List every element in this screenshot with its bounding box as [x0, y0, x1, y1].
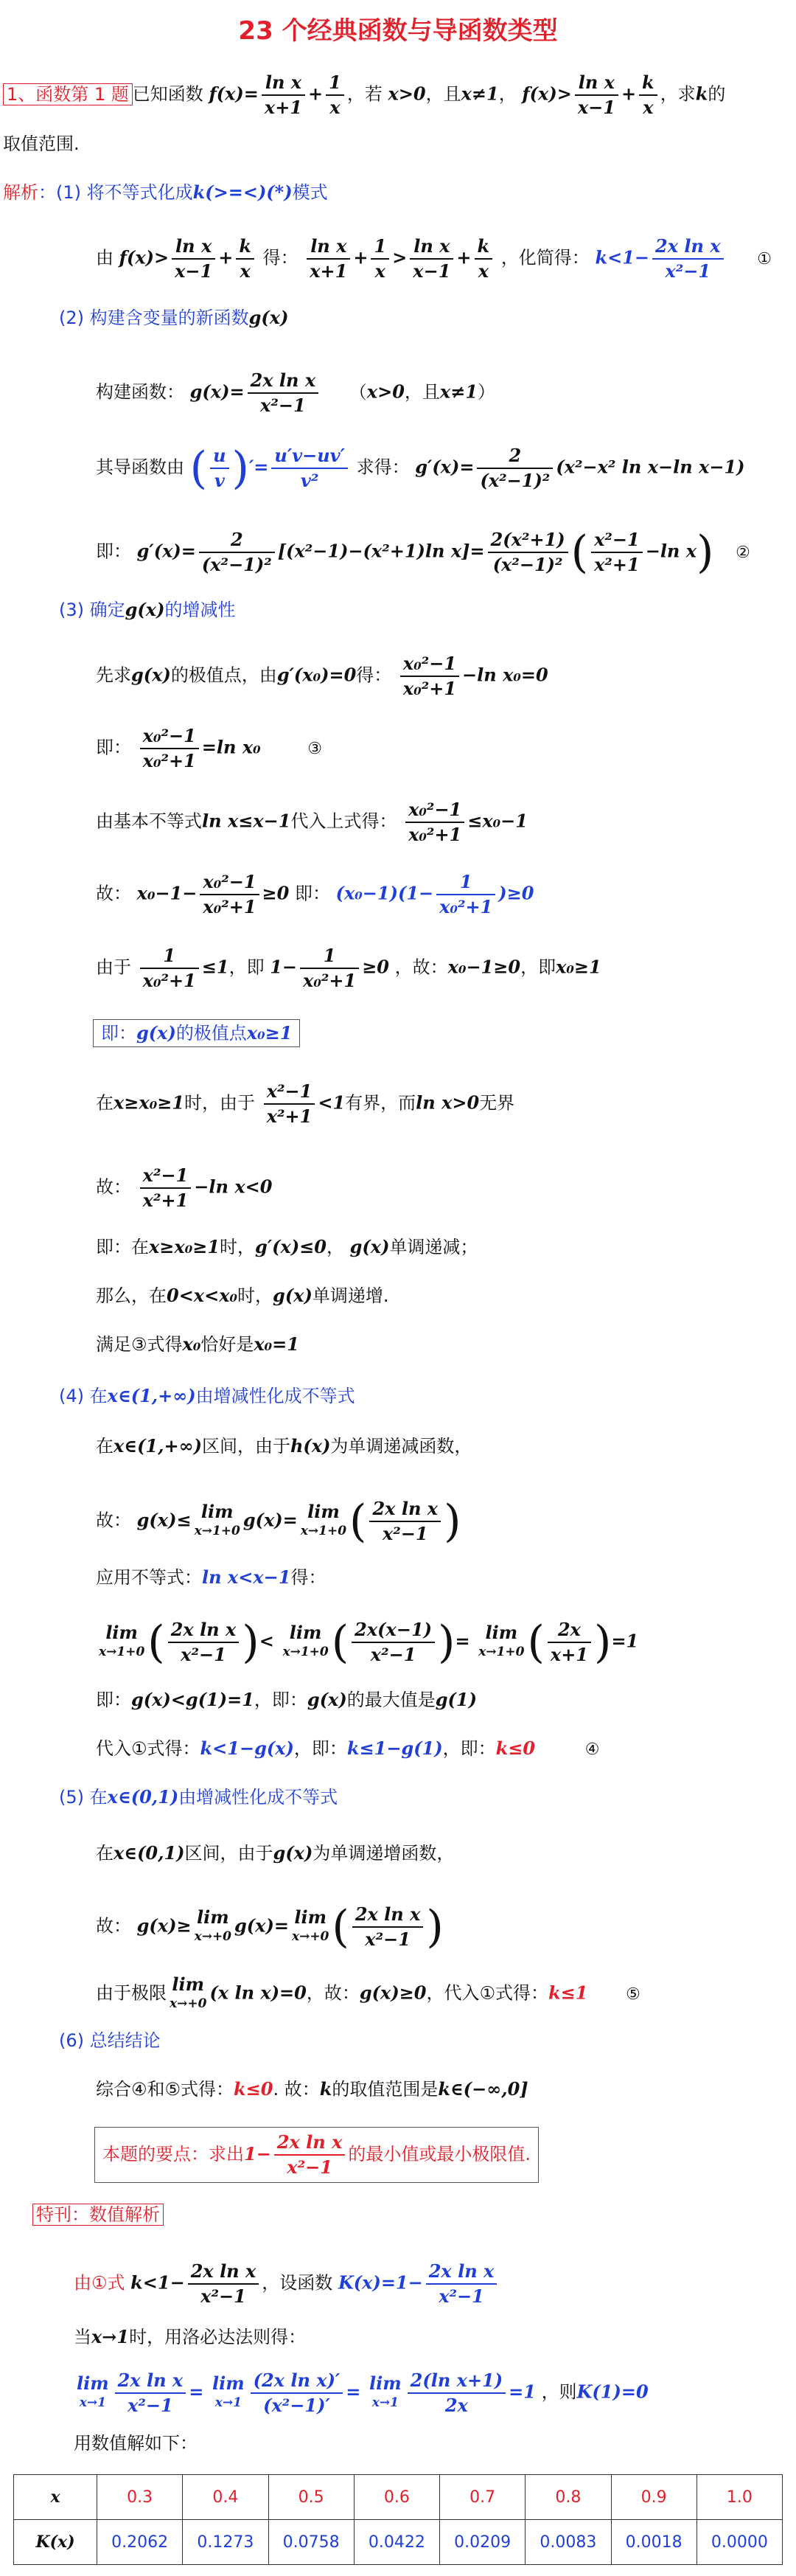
- step-4-heading: (4) 在x∈(1,+∞)由增减性化成不等式: [59, 1385, 355, 1406]
- step-3-decreasing: 即：在x≥x₀≥1时，g′(x)≤0， g(x)单调递减；: [96, 1236, 478, 1257]
- table-row: [14, 2520, 783, 2565]
- table-cell: 0.8: [526, 2475, 611, 2520]
- step-3-therefore: 故： x₀−1− $\frac{\text{x₀²−1}}{\text{x₀²+1}}$ ≥0 即： (x₀−1)(1− $\frac{1}{\text{x₀²+1}}$ )≥0: [96, 871, 534, 917]
- step-2-heading: (2) 构建含变量的新函数g(x): [59, 307, 289, 328]
- step-6-summary: 综合④和⑤式得：k≤0. 故：k的取值范围是k∈(−∞,0]: [96, 2078, 528, 2100]
- table-header-k: K(x): [14, 2520, 97, 2565]
- step-3-since: 由于 $\frac{1}{\text{x₀²+1}}$ ≤1，即 1− $\frac{1}{\text{x₀²+1}}$ ≥0 ，故：x₀−1≥0，即x₀≥1: [96, 945, 601, 991]
- table-cell: 0.1273: [183, 2520, 268, 2565]
- special-function: 由①式 k<1− $\frac{\text{2x ln x}}{\text{x²−1}}$ ，设函数 K(x)=1− $\frac{\text{2x ln x}}{\text{x²−1}}$: [74, 2260, 500, 2308]
- table-cell: 0.5: [268, 2475, 354, 2520]
- special-numeric-label: 用数值解如下：: [74, 2433, 198, 2454]
- step-3-increasing: 那么，在0<x<x₀时，g(x)单调递增.: [96, 1285, 389, 1306]
- special-heading: 特刊：数值解析: [32, 2202, 164, 2227]
- table-cell: 0.6: [354, 2475, 439, 2520]
- numeric-table: [13, 2474, 783, 2565]
- step-4-limit: 故： g(x)≤ lim x→1+0 g(x)= lim x→1+0 ( $\frac{\text{2x ln x}}{\text{x²−1}}$ ): [96, 1496, 461, 1547]
- table-cell: 0.9: [611, 2475, 696, 2520]
- step-2-derivative: 其导函数由 ( $\frac{u}{v}$ )′= $\frac{u'v-uv'}{\text{v²}}$ 求得： g′(x)= $\frac{2}{\text{(x²−1)²}}$ (x²−x² ln x−ln x−1): [96, 442, 745, 494]
- problem-label: 1、函数第 1 题: [3, 83, 133, 105]
- step-4-max: 即：g(x)<g(1)=1，即：g(x)的最大值是g(1): [96, 1689, 477, 1710]
- table-row: [14, 2475, 783, 2520]
- step-4-result: 代入①式得：k<1−g(x)，即：k≤1−g(1)，即：k≤0 ④: [96, 1737, 600, 1759]
- key-point-box: 本题的要点：求出1− $\frac{\text{2x ln x}}{\text{x²−1}}$ 的最小值或最小极限值.: [94, 2127, 539, 2183]
- step-3-basic-ineq: 由基本不等式ln x≤x−1代入上式得： $\frac{\text{x₀²−1}}{\text{x₀²+1}}$ ≤x₀−1: [96, 799, 528, 845]
- special-lhopital-label: 当x→1时，用洛必达法则得：: [74, 2326, 307, 2347]
- page-title: 23 个经典函数与导函数类型: [238, 16, 558, 46]
- step-3-bounded: 在x≥x₀≥1时，由于 $\frac{\text{x²−1}}{\text{x²+1}}$ <1有界，而ln x>0无界: [96, 1080, 515, 1127]
- step-4-interval: 在x∈(1,+∞)区间，由于h(x)为单调递减函数，: [96, 1435, 472, 1457]
- table-cell: 0.4: [183, 2475, 268, 2520]
- table-cell: 0.0083: [526, 2520, 611, 2565]
- step-4-apply: 应用不等式：ln x<x−1得：: [96, 1566, 327, 1588]
- problem-line-1: 1、函数第 1 题 已知函数 f(x)= $\frac{\text{ln x}}{x+1}$ + $\frac{1}{x}$ ，若 x>0，且x≠1， f(x)> $\frac{\text{ln x}}{x-1}$ + $\frac{k}{x}$ ，求k的: [3, 71, 725, 119]
- table-cell: 0.0000: [696, 2520, 782, 2565]
- table-header-x: x: [14, 2475, 97, 2520]
- step-5-limit: 故： g(x)≥ lim x→+0 g(x)= lim x→+0 ( $\frac{\text{2x ln x}}{\text{x²−1}}$ ): [96, 1901, 444, 1953]
- step-3-conclusion-box: 即：g(x)的极值点x₀≥1: [93, 1021, 300, 1046]
- table-cell: 0.0018: [611, 2520, 696, 2565]
- table-cell: 0.0758: [268, 2520, 354, 2565]
- table-cell: 1.0: [696, 2475, 782, 2520]
- step-5-heading: (5) 在x∈(0,1)由增减性化成不等式: [59, 1786, 338, 1808]
- step-3-x0: 满足③式得x₀恰好是x₀=1: [96, 1333, 299, 1355]
- step-1-heading: 解析：(1) 将不等式化成k(>=<)(*)模式: [3, 181, 328, 203]
- step-5-result: 由于极限 lim x→+0 (x ln x)=0，故：g(x)≥0，代入①式得：k≤1 ⑤: [96, 1973, 640, 2011]
- step-2-derivative-simplified: 即： g′(x)= $\frac{2}{\text{(x²−1)²}}$ [(x²−1)−(x²+1)ln x]= $\frac{\text{2(x²+1)}}{\text{(x²−1)²}}$ ( $\frac{\text{x²−1}}{\text{x²+1}}$ −ln x) ②: [96, 527, 750, 578]
- step-3-eq3: 即： $\frac{\text{x₀²−1}}{\text{x₀²+1}}$ =ln x₀ ③: [96, 725, 323, 771]
- table-cell: 0.0209: [440, 2520, 526, 2565]
- step-3-therefore-2: 故： $\frac{\text{x²−1}}{\text{x²+1}}$ −ln x<0: [96, 1164, 273, 1211]
- table-cell: 0.2062: [97, 2520, 183, 2565]
- problem-line-2: 取值范围.: [3, 133, 80, 154]
- step-3-heading: (3) 确定g(x)的增减性: [59, 599, 236, 620]
- step-2-function: 构建函数： g(x)= $\frac{\text{2x ln x}}{\text{x²−1}}$ （x>0，且x≠1）: [96, 369, 496, 416]
- step-1-content: 由 f(x)> $\frac{\text{ln x}}{x-1}$ + $\frac{k}{x}$ 得： $\frac{\text{ln x}}{x+1}$ + $\frac{1}{x}$ > $\frac{\text{ln x}}{x-1}$ + $\frac{k}{x}$ ，化简得： k<1− $\frac{\text{2x ln x}}{\text{x²−1}}$ ①: [96, 235, 772, 282]
- step-3-extreme: 先求g(x)的极值点，由g′(x₀)=0得： $\frac{\text{x₀²−1}}{\text{x₀²+1}}$ −ln x₀=0: [96, 653, 548, 699]
- special-lhopital: lim x→1 $\frac{\text{2x ln x}}{\text{x²−1}}$ = lim x→1 $\frac{\text{(2x ln x)′}}{\text{(x²−1)′}}$ = lim x→1 $\frac{\text{2(ln x+1)}}{2x}$ =1 ，则K(1)=0: [77, 2370, 649, 2416]
- table-cell: 0.3: [97, 2475, 183, 2520]
- table-cell: 0.7: [440, 2475, 526, 2520]
- table-cell: 0.0422: [354, 2520, 439, 2565]
- step-6-heading: (6) 总结结论: [59, 2030, 161, 2051]
- step-4-limit-calc: lim x→1+0 ( $\frac{\text{2x ln x}}{\text{x²−1}}$ )< lim x→1+0 ( $\frac{2x(x-1)}{\text{x²−1}}$ )= lim x→1+0 ( $\frac{2x}{x+1}$ )=1: [99, 1617, 639, 1668]
- step-5-interval: 在x∈(0,1)区间，由于g(x)为单调递增函数，: [96, 1842, 455, 1864]
